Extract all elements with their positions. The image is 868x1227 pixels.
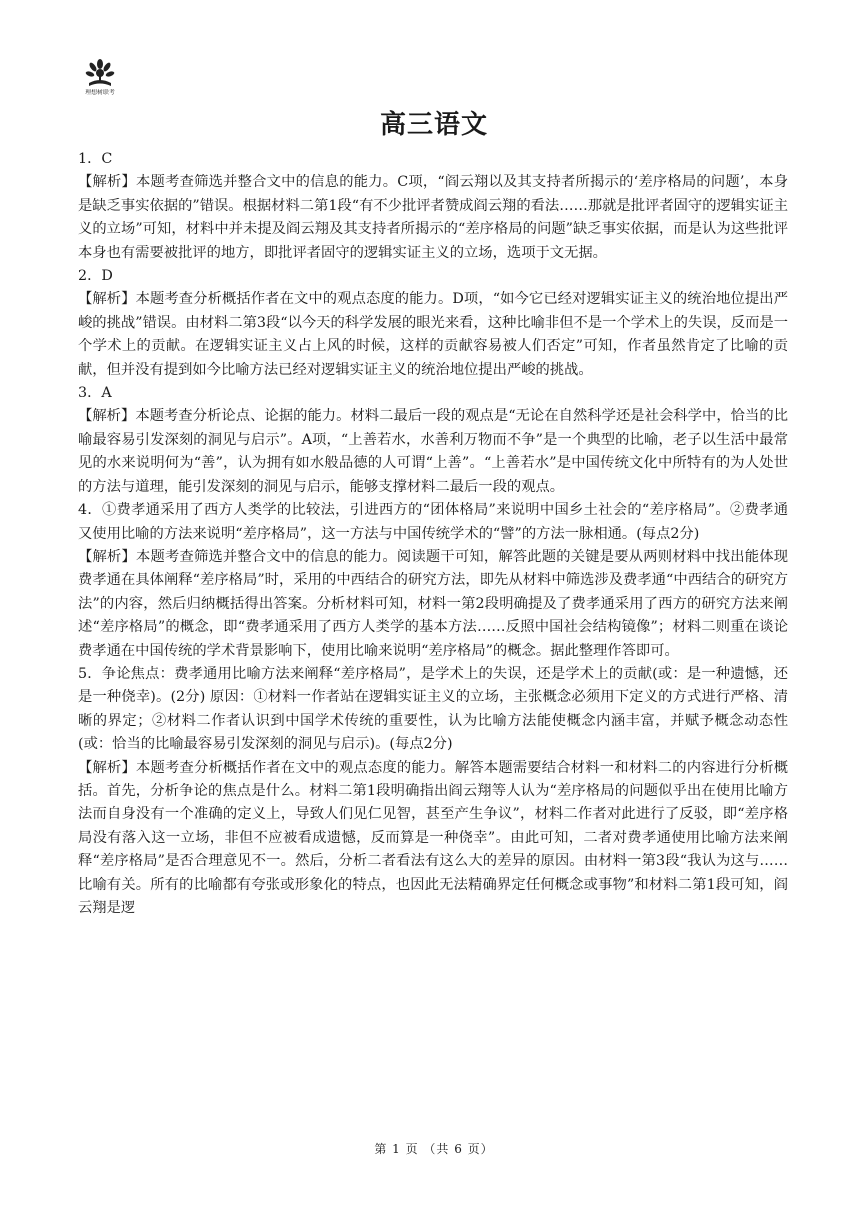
analysis-paragraph: 【解析】本题考查分析论点、论据的能力。材料二最后一段的观点是“无论在自然科学还是社会科学中，恰当的比喻最容易引发深刻的洞见与启示”。A项，“上善若水，水善利万物而不争”是一个典型的比喻，老子以生活中最常见的水来说明何为“善”，认为拥有如水般品德的人可谓“上善”。“上善若水”是中国传统文化中所特有的为人处世的方法与道理，能引发深刻的洞见与启示，能够支撑材料二最后一段的观点。 [78, 408, 788, 495]
answer-item: 1．C [78, 151, 113, 167]
page-title: 高三语文 [379, 110, 488, 140]
answer-item: 4．①费孝通采用了西方人类学的比较法，引进西方的“团体格局”来说明中国乡土社会的“差序格局”。②费孝通又使用比喻的方法来说明“差序格局”，这一方法与中国传统学术的“譬”的方法一脉相通。(每点2分) [78, 502, 788, 542]
answer-item: 3．A [78, 385, 112, 402]
answer-content [78, 148, 788, 920]
tree-logo-icon [85, 58, 115, 88]
analysis-paragraph: 【解析】本题考查分析概括作者在文中的观点态度的能力。解答本题需要结合材料一和材料二的内容进行分析概括。首先，分析争论的焦点是什么。材料二第1段明确指出阎云翔等人认为“差序格局的问题似乎出在使用比喻方法而自身没有一个准确的定义上，导致人们见仁见智，甚至产生争议”，材料二作者对此进行了反驳，即“差序格局没有落入这一立场，非但不应被看成遗憾，反而算是一种侥幸”。由此可知，二者对费孝通使用比喻方法来阐释“差序格局”是否合理意见不一。然后，分析二者看法有这么大的差异的原因。由材料一第3段“我认为这与……比喻有关。所有的比喻都有夸张或形象化的特点，也因此无法精确界定任何概念或事物”和材料二第1段可知，阎云翔是逻 [78, 759, 788, 916]
answer-item: 5．争论焦点：费孝通用比喻方法来阐释“差序格局”，是学术上的失误，还是学术上的贡献(或：是一种遗憾，还是一种侥幸)。(2分) 原因：①材料一作者站在逻辑实证主义的立场，主张概念必须用下定义的方式进行严格、清晰的界定；②材料二作者认识到中国学术传统的重要性，认为比喻方法能使概念内涵丰富，并赋予概念动态性(或：恰当的比喻最容易引发深刻的洞见与启示)。(每点2分) [78, 665, 788, 753]
analysis-paragraph: 【解析】本题考查筛选并整合文中的信息的能力。C项，“阎云翔以及其支持者所揭示的‘差序格局的问题’，本身是缺乏事实依据的”错误。根据材料二第1段“有不少批评者赞成阎云翔的看法……那就是批评者固守的逻辑实证主义的立场”可知，材料中并未提及阎云翔及其支持者所揭示的“差序格局的问题”缺乏事实依据，而是认为这些批评本身也有需要被批评的地方，即批评者固守的逻辑实证主义的立场，选项于文无据。 [78, 174, 788, 261]
analysis-paragraph: 【解析】本题考查分析概括作者在文中的观点态度的能力。D项，“如今它已经对逻辑实证主义的统治地位提出严峻的挑战”错误。由材料二第3段“以今天的科学发展的眼光来看，这种比喻非但不是一个学术上的失误，反而是一个学术上的贡献。在逻辑实证主义占上风的时候，这样的贡献容易被人们否定”可知，作者虽然肯定了比喻的贡献，但并没有提到如今比喻方法已经对逻辑实证主义的统治地位提出严峻的挑战。 [78, 291, 788, 378]
logo-text: 理想树联考 [85, 89, 115, 96]
answer-item: 2．D [78, 268, 113, 285]
logo [80, 58, 120, 104]
page-footer: 第 1 页 （共 6 页） [374, 1142, 494, 1156]
analysis-paragraph: 【解析】本题考查筛选并整合文中的信息的能力。阅读题干可知，解答此题的关键是要从两则材料中找出能体现费孝通在具体阐释“差序格局”时，采用的中西结合的研究方法，即先从材料中筛选涉及费孝通“中西结合的研究方法”的内容，然后归纳概括得出答案。分析材料可知，材料一第2段明确提及了费孝通采用了西方的研究方法来阐述“差序格局”的概念，即“费孝通采用了西方人类学的基本方法……反照中国社会结构镜像”；材料二则重在谈论费孝通在中国传统的学术背景影响下，使用比喻来说明“差序格局”的概念。据此整理作答即可。 [78, 548, 788, 659]
